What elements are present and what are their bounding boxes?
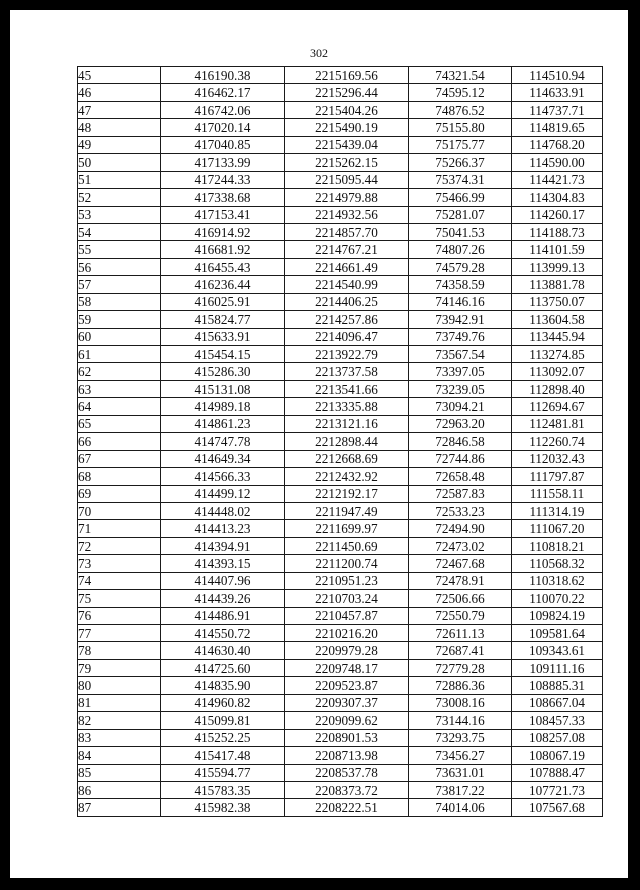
x-coordinate-cell: 414960.82 <box>161 694 285 711</box>
table-row <box>78 799 603 816</box>
y-coordinate-cell: 2215490.19 <box>285 119 409 136</box>
x-coordinate-cell: 414861.23 <box>161 415 285 432</box>
y-coordinate-cell: 2214767.21 <box>285 241 409 258</box>
table-row <box>78 84 603 101</box>
table-row <box>78 590 603 607</box>
x-coordinate-cell: 415454.15 <box>161 346 285 363</box>
y-coordinate-cell: 2214661.49 <box>285 258 409 275</box>
point-number-cell: 55 <box>78 241 161 258</box>
local-y-cell: 108457.33 <box>512 712 603 729</box>
x-coordinate-cell: 415982.38 <box>161 799 285 816</box>
local-x-cell: 72963.20 <box>409 415 512 432</box>
x-coordinate-cell: 414448.02 <box>161 502 285 519</box>
table-row <box>78 781 603 798</box>
local-y-cell: 112260.74 <box>512 433 603 450</box>
table-row <box>78 398 603 415</box>
table-row <box>78 136 603 153</box>
y-coordinate-cell: 2212898.44 <box>285 433 409 450</box>
y-coordinate-cell: 2208537.78 <box>285 764 409 781</box>
y-coordinate-cell: 2209523.87 <box>285 677 409 694</box>
local-y-cell: 114421.73 <box>512 171 603 188</box>
x-coordinate-cell: 415286.30 <box>161 363 285 380</box>
local-y-cell: 107888.47 <box>512 764 603 781</box>
local-y-cell: 114510.94 <box>512 67 603 84</box>
x-coordinate-cell: 415131.08 <box>161 380 285 397</box>
y-coordinate-cell: 2215262.15 <box>285 154 409 171</box>
table-row <box>78 485 603 502</box>
y-coordinate-cell: 2214857.70 <box>285 223 409 240</box>
local-y-cell: 112481.81 <box>512 415 603 432</box>
point-number-cell: 72 <box>78 537 161 554</box>
x-coordinate-cell: 414566.33 <box>161 468 285 485</box>
x-coordinate-cell: 415824.77 <box>161 311 285 328</box>
local-y-cell: 107567.68 <box>512 799 603 816</box>
local-x-cell: 74146.16 <box>409 293 512 310</box>
point-number-cell: 79 <box>78 659 161 676</box>
local-y-cell: 114737.71 <box>512 101 603 118</box>
x-coordinate-cell: 414747.78 <box>161 433 285 450</box>
table-row <box>78 433 603 450</box>
local-x-cell: 73239.05 <box>409 380 512 397</box>
x-coordinate-cell: 414439.26 <box>161 590 285 607</box>
table-row <box>78 258 603 275</box>
local-x-cell: 72846.58 <box>409 433 512 450</box>
y-coordinate-cell: 2215296.44 <box>285 84 409 101</box>
local-y-cell: 111558.11 <box>512 485 603 502</box>
local-y-cell: 113274.85 <box>512 346 603 363</box>
local-y-cell: 112032.43 <box>512 450 603 467</box>
point-number-cell: 68 <box>78 468 161 485</box>
local-y-cell: 110318.62 <box>512 572 603 589</box>
local-y-cell: 110070.22 <box>512 590 603 607</box>
local-y-cell: 108257.08 <box>512 729 603 746</box>
x-coordinate-cell: 414393.15 <box>161 555 285 572</box>
x-coordinate-cell: 415099.81 <box>161 712 285 729</box>
local-x-cell: 73749.76 <box>409 328 512 345</box>
table-row <box>78 747 603 764</box>
y-coordinate-cell: 2212668.69 <box>285 450 409 467</box>
coordinates-table <box>77 66 603 817</box>
point-number-cell: 78 <box>78 642 161 659</box>
document-page <box>10 10 628 878</box>
table-row <box>78 101 603 118</box>
local-x-cell: 75466.99 <box>409 189 512 206</box>
point-number-cell: 67 <box>78 450 161 467</box>
local-x-cell: 73817.22 <box>409 781 512 798</box>
y-coordinate-cell: 2211699.97 <box>285 520 409 537</box>
local-y-cell: 114260.17 <box>512 206 603 223</box>
local-x-cell: 72533.23 <box>409 502 512 519</box>
local-y-cell: 111797.87 <box>512 468 603 485</box>
y-coordinate-cell: 2209979.28 <box>285 642 409 659</box>
page-number: 302 <box>310 46 328 60</box>
table-row <box>78 311 603 328</box>
local-x-cell: 72587.83 <box>409 485 512 502</box>
point-number-cell: 61 <box>78 346 161 363</box>
x-coordinate-cell: 417020.14 <box>161 119 285 136</box>
local-y-cell: 109111.16 <box>512 659 603 676</box>
y-coordinate-cell: 2208222.51 <box>285 799 409 816</box>
table-row <box>78 677 603 694</box>
local-x-cell: 72473.02 <box>409 537 512 554</box>
point-number-cell: 80 <box>78 677 161 694</box>
point-number-cell: 64 <box>78 398 161 415</box>
x-coordinate-cell: 415417.48 <box>161 747 285 764</box>
point-number-cell: 85 <box>78 764 161 781</box>
local-y-cell: 114768.20 <box>512 136 603 153</box>
y-coordinate-cell: 2211450.69 <box>285 537 409 554</box>
local-x-cell: 74321.54 <box>409 67 512 84</box>
point-number-cell: 51 <box>78 171 161 188</box>
table-row <box>78 67 603 84</box>
point-number-cell: 73 <box>78 555 161 572</box>
table-row <box>78 346 603 363</box>
local-x-cell: 72687.41 <box>409 642 512 659</box>
local-x-cell: 72611.13 <box>409 625 512 642</box>
local-y-cell: 114819.65 <box>512 119 603 136</box>
point-number-cell: 83 <box>78 729 161 746</box>
local-y-cell: 110818.21 <box>512 537 603 554</box>
local-y-cell: 108067.19 <box>512 747 603 764</box>
table-row <box>78 154 603 171</box>
local-x-cell: 75374.31 <box>409 171 512 188</box>
table-row <box>78 642 603 659</box>
local-y-cell: 107721.73 <box>512 781 603 798</box>
table-row <box>78 363 603 380</box>
x-coordinate-cell: 416455.43 <box>161 258 285 275</box>
point-number-cell: 66 <box>78 433 161 450</box>
x-coordinate-cell: 415594.77 <box>161 764 285 781</box>
y-coordinate-cell: 2215095.44 <box>285 171 409 188</box>
y-coordinate-cell: 2214406.25 <box>285 293 409 310</box>
local-y-cell: 113604.58 <box>512 311 603 328</box>
x-coordinate-cell: 415633.91 <box>161 328 285 345</box>
table-row <box>78 468 603 485</box>
local-x-cell: 73567.54 <box>409 346 512 363</box>
point-number-cell: 50 <box>78 154 161 171</box>
point-number-cell: 45 <box>78 67 161 84</box>
local-y-cell: 109824.19 <box>512 607 603 624</box>
table-row <box>78 572 603 589</box>
local-x-cell: 72494.90 <box>409 520 512 537</box>
y-coordinate-cell: 2212432.92 <box>285 468 409 485</box>
table-row <box>78 415 603 432</box>
local-y-cell: 110568.32 <box>512 555 603 572</box>
local-y-cell: 113750.07 <box>512 293 603 310</box>
y-coordinate-cell: 2208901.53 <box>285 729 409 746</box>
table-row <box>78 764 603 781</box>
point-number-cell: 57 <box>78 276 161 293</box>
table-row <box>78 694 603 711</box>
local-x-cell: 73397.05 <box>409 363 512 380</box>
local-x-cell: 74579.28 <box>409 258 512 275</box>
local-x-cell: 75281.07 <box>409 206 512 223</box>
y-coordinate-cell: 2213541.66 <box>285 380 409 397</box>
table-row <box>78 293 603 310</box>
table-row <box>78 276 603 293</box>
table-row <box>78 450 603 467</box>
local-y-cell: 109581.64 <box>512 625 603 642</box>
local-x-cell: 74014.06 <box>409 799 512 816</box>
y-coordinate-cell: 2208713.98 <box>285 747 409 764</box>
y-coordinate-cell: 2211200.74 <box>285 555 409 572</box>
y-coordinate-cell: 2210457.87 <box>285 607 409 624</box>
local-x-cell: 72506.66 <box>409 590 512 607</box>
x-coordinate-cell: 417244.33 <box>161 171 285 188</box>
local-y-cell: 111067.20 <box>512 520 603 537</box>
x-coordinate-cell: 414989.18 <box>161 398 285 415</box>
x-coordinate-cell: 416681.92 <box>161 241 285 258</box>
y-coordinate-cell: 2210703.24 <box>285 590 409 607</box>
table-row <box>78 502 603 519</box>
local-x-cell: 74595.12 <box>409 84 512 101</box>
local-x-cell: 72779.28 <box>409 659 512 676</box>
x-coordinate-cell: 416190.38 <box>161 67 285 84</box>
local-x-cell: 73293.75 <box>409 729 512 746</box>
point-number-cell: 69 <box>78 485 161 502</box>
local-x-cell: 72886.36 <box>409 677 512 694</box>
x-coordinate-cell: 414407.96 <box>161 572 285 589</box>
y-coordinate-cell: 2214979.88 <box>285 189 409 206</box>
local-y-cell: 109343.61 <box>512 642 603 659</box>
local-x-cell: 74876.52 <box>409 101 512 118</box>
local-y-cell: 113092.07 <box>512 363 603 380</box>
y-coordinate-cell: 2215169.56 <box>285 67 409 84</box>
x-coordinate-cell: 414394.91 <box>161 537 285 554</box>
local-x-cell: 72658.48 <box>409 468 512 485</box>
y-coordinate-cell: 2213335.88 <box>285 398 409 415</box>
table-row <box>78 625 603 642</box>
x-coordinate-cell: 414550.72 <box>161 625 285 642</box>
x-coordinate-cell: 414630.40 <box>161 642 285 659</box>
local-y-cell: 114101.59 <box>512 241 603 258</box>
y-coordinate-cell: 2213737.58 <box>285 363 409 380</box>
y-coordinate-cell: 2212192.17 <box>285 485 409 502</box>
table-row <box>78 328 603 345</box>
table-row <box>78 189 603 206</box>
local-y-cell: 113999.13 <box>512 258 603 275</box>
local-y-cell: 113881.78 <box>512 276 603 293</box>
table-row <box>78 729 603 746</box>
x-coordinate-cell: 417040.85 <box>161 136 285 153</box>
table-row <box>78 380 603 397</box>
point-number-cell: 81 <box>78 694 161 711</box>
x-coordinate-cell: 417133.99 <box>161 154 285 171</box>
point-number-cell: 70 <box>78 502 161 519</box>
local-y-cell: 113445.94 <box>512 328 603 345</box>
local-y-cell: 114590.00 <box>512 154 603 171</box>
point-number-cell: 58 <box>78 293 161 310</box>
table-row <box>78 607 603 624</box>
table-row <box>78 520 603 537</box>
table-row <box>78 119 603 136</box>
local-y-cell: 112694.67 <box>512 398 603 415</box>
point-number-cell: 75 <box>78 590 161 607</box>
local-x-cell: 73144.16 <box>409 712 512 729</box>
local-x-cell: 72550.79 <box>409 607 512 624</box>
x-coordinate-cell: 414649.34 <box>161 450 285 467</box>
table-row <box>78 659 603 676</box>
y-coordinate-cell: 2214257.86 <box>285 311 409 328</box>
point-number-cell: 77 <box>78 625 161 642</box>
x-coordinate-cell: 414725.60 <box>161 659 285 676</box>
local-y-cell: 114633.91 <box>512 84 603 101</box>
point-number-cell: 48 <box>78 119 161 136</box>
local-x-cell: 72478.91 <box>409 572 512 589</box>
x-coordinate-cell: 415252.25 <box>161 729 285 746</box>
x-coordinate-cell: 414499.12 <box>161 485 285 502</box>
x-coordinate-cell: 417338.68 <box>161 189 285 206</box>
local-x-cell: 73094.21 <box>409 398 512 415</box>
point-number-cell: 54 <box>78 223 161 240</box>
x-coordinate-cell: 416236.44 <box>161 276 285 293</box>
local-y-cell: 108885.31 <box>512 677 603 694</box>
local-x-cell: 73008.16 <box>409 694 512 711</box>
point-number-cell: 74 <box>78 572 161 589</box>
local-y-cell: 114304.83 <box>512 189 603 206</box>
point-number-cell: 62 <box>78 363 161 380</box>
point-number-cell: 76 <box>78 607 161 624</box>
y-coordinate-cell: 2209307.37 <box>285 694 409 711</box>
x-coordinate-cell: 414413.23 <box>161 520 285 537</box>
point-number-cell: 63 <box>78 380 161 397</box>
table-row <box>78 537 603 554</box>
local-x-cell: 75155.80 <box>409 119 512 136</box>
local-y-cell: 112898.40 <box>512 380 603 397</box>
y-coordinate-cell: 2211947.49 <box>285 502 409 519</box>
x-coordinate-cell: 414835.90 <box>161 677 285 694</box>
point-number-cell: 56 <box>78 258 161 275</box>
y-coordinate-cell: 2214540.99 <box>285 276 409 293</box>
y-coordinate-cell: 2208373.72 <box>285 781 409 798</box>
local-x-cell: 74807.26 <box>409 241 512 258</box>
point-number-cell: 87 <box>78 799 161 816</box>
point-number-cell: 84 <box>78 747 161 764</box>
table-row <box>78 223 603 240</box>
y-coordinate-cell: 2213121.16 <box>285 415 409 432</box>
y-coordinate-cell: 2215404.26 <box>285 101 409 118</box>
x-coordinate-cell: 415783.35 <box>161 781 285 798</box>
point-number-cell: 59 <box>78 311 161 328</box>
y-coordinate-cell: 2215439.04 <box>285 136 409 153</box>
x-coordinate-cell: 416462.17 <box>161 84 285 101</box>
table-row <box>78 241 603 258</box>
local-y-cell: 108667.04 <box>512 694 603 711</box>
local-x-cell: 72467.68 <box>409 555 512 572</box>
point-number-cell: 47 <box>78 101 161 118</box>
point-number-cell: 82 <box>78 712 161 729</box>
table-row <box>78 555 603 572</box>
x-coordinate-cell: 414486.91 <box>161 607 285 624</box>
x-coordinate-cell: 416742.06 <box>161 101 285 118</box>
table-row <box>78 712 603 729</box>
y-coordinate-cell: 2210216.20 <box>285 625 409 642</box>
point-number-cell: 53 <box>78 206 161 223</box>
point-number-cell: 60 <box>78 328 161 345</box>
table-row <box>78 206 603 223</box>
point-number-cell: 52 <box>78 189 161 206</box>
local-y-cell: 111314.19 <box>512 502 603 519</box>
local-x-cell: 73631.01 <box>409 764 512 781</box>
point-number-cell: 49 <box>78 136 161 153</box>
x-coordinate-cell: 416025.91 <box>161 293 285 310</box>
local-x-cell: 75266.37 <box>409 154 512 171</box>
y-coordinate-cell: 2213922.79 <box>285 346 409 363</box>
y-coordinate-cell: 2209099.62 <box>285 712 409 729</box>
point-number-cell: 46 <box>78 84 161 101</box>
y-coordinate-cell: 2214932.56 <box>285 206 409 223</box>
point-number-cell: 65 <box>78 415 161 432</box>
local-x-cell: 75041.53 <box>409 223 512 240</box>
table-body <box>78 67 603 817</box>
x-coordinate-cell: 416914.92 <box>161 223 285 240</box>
local-x-cell: 74358.59 <box>409 276 512 293</box>
local-x-cell: 72744.86 <box>409 450 512 467</box>
y-coordinate-cell: 2209748.17 <box>285 659 409 676</box>
local-x-cell: 73942.91 <box>409 311 512 328</box>
x-coordinate-cell: 417153.41 <box>161 206 285 223</box>
y-coordinate-cell: 2214096.47 <box>285 328 409 345</box>
table-row <box>78 171 603 188</box>
y-coordinate-cell: 2210951.23 <box>285 572 409 589</box>
point-number-cell: 86 <box>78 781 161 798</box>
local-x-cell: 75175.77 <box>409 136 512 153</box>
local-y-cell: 114188.73 <box>512 223 603 240</box>
point-number-cell: 71 <box>78 520 161 537</box>
local-x-cell: 73456.27 <box>409 747 512 764</box>
